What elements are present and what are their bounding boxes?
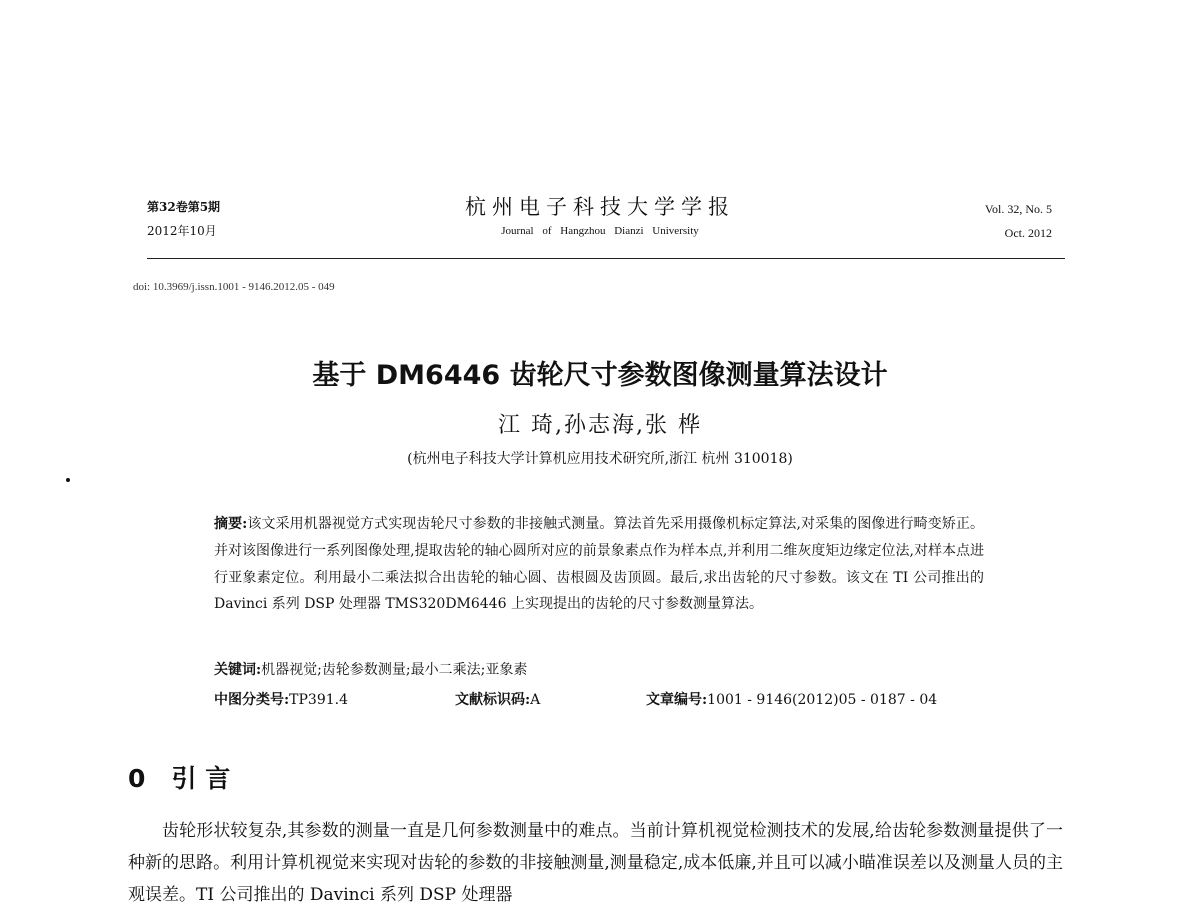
volume-issue: 第32卷第5期 <box>147 200 221 214</box>
authors: 江 琦,孙志海,张 桦 <box>498 413 702 438</box>
scan-speck <box>66 478 70 482</box>
abstract-text: 该文采用机器视觉方式实现齿轮尺寸参数的非接触式测量。算法首先采用摄像机标定算法,对采集的图像进行畸变矫正。并对该图像进行一系列图像处理,提取齿轮的轴心圆所对应的前景象素点作为样本点,并利用二维灰度矩边缘定位法,对样本点进行亚象素定位。利用最小二乘法拟合出齿轮的轴心圆、齿根圆及齿顶圆。最后,求出齿轮的尺寸参数。该文在 TI 公司推出的 Davinci 系列 DSP 处理器 TMS320DM6446 上实现提出的齿轮的尺寸参数测量算法。 <box>214 516 984 613</box>
journal-title-cn: 杭州电子科技大学学报 <box>465 195 735 219</box>
journal-title-en: Journal of Hangzhou Dianzi University <box>501 225 699 237</box>
article-number-label: 文章编号: <box>646 692 708 708</box>
section-number: 0 <box>128 764 146 793</box>
classification <box>214 689 348 709</box>
document-code-label: 文献标识码: <box>455 692 531 708</box>
keywords <box>214 659 527 679</box>
header-rule <box>147 258 1065 259</box>
affiliation: (杭州电子科技大学计算机应用技术研究所,浙江 杭州 310018) <box>407 451 793 467</box>
keywords-label: 关键词: <box>214 662 262 678</box>
volume-en: Vol. 32, No. 5 <box>984 202 1052 216</box>
keywords-text: 机器视觉;齿轮参数测量;最小二乘法;亚象素 <box>261 662 528 678</box>
doi: doi: 10.3969/j.issn.1001 - 9146.2012.05 - 049 <box>133 281 335 293</box>
article-number <box>646 689 937 709</box>
document-code <box>455 689 540 709</box>
abstract-label: 摘要: <box>214 516 248 532</box>
intro-paragraph: 齿轮形状较复杂,其参数的测量一直是几何参数测量中的难点。当前计算机视觉检测技术的发展,给齿轮参数测量提供了一种新的思路。利用计算机视觉来实现对齿轮的参数的非接触测量,测量稳定,成本低廉,并且可以减小瞄准误差以及测量人员的主观误差。TI 公司推出的 Davinci 系列 DSP 处理器 <box>128 821 1063 905</box>
section-title: 引 言 <box>171 764 231 793</box>
article-number-text: 1001 - 9146(2012)05 - 0187 - 04 <box>707 692 938 708</box>
paper-title: 基于 DM6446 齿轮尺寸参数图像测量算法设计 <box>312 360 888 391</box>
document-code-text: A <box>530 692 541 708</box>
classification-text: TP391.4 <box>289 692 349 708</box>
classification-label: 中图分类号: <box>214 692 290 708</box>
section-heading <box>128 759 230 795</box>
abstract <box>214 511 984 618</box>
date-cn: 2012年10月 <box>147 224 217 238</box>
date-en: Oct. 2012 <box>1004 226 1052 240</box>
